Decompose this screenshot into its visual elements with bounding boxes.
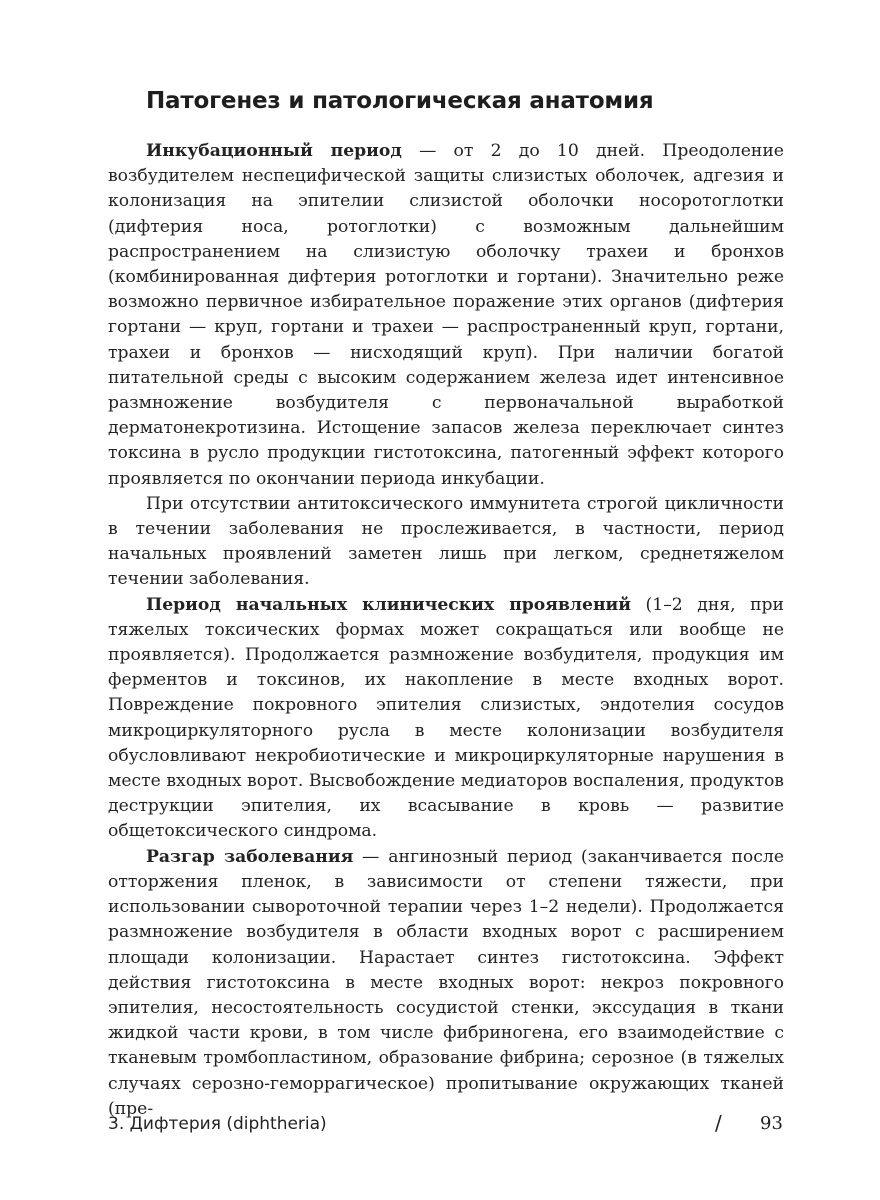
- footer-chapter-title: 3. Дифтерия (diphtheria): [108, 1114, 327, 1134]
- paragraph-text: (1–2 дня, при тяжелых токсических формах может сокращаться или вообще не проявляется). Продолжается размножение возбудителя, продукция им ферментов и токсинов, их накопление в месте входных ворот. Повреждение покровного эпителия слизистых, эндотелия сосудов микроциркуляторного русла в месте колонизации возбудителя обусловливают некробиотические и микроциркуляторные нарушения в месте входных ворот. Высвобождение медиаторов воспаления, продуктов деструкции эпителия, их всасывание в кровь — развитие общетоксического синдрома.: [108, 594, 784, 842]
- paragraph-peak: [108, 845, 784, 1122]
- paragraph-text: — от 2 до 10 дней. Преодоление возбудителем неспецифической защиты слизистых оболочек, адгезия и колонизация на эпителии слизистой оболочки носоротоглотки (дифтерия носа, ротоглотки) с возможным дальнейшим распространением на слизистую оболочку трахеи и бронхов (комбинированная дифтерия ротоглотки и гортани). Значительно реже возможно первичное избирательное поражение этих органов (дифтерия гортани — круп, гортани и трахеи — распространенный круп, гортани, трахеи и бронхов — нисходящий круп). При наличии богатой питательной среды с высоким содержанием железа идет интенсивное размножение возбудителя с первоначальной выработкой дерматонекротизина. Истощение запасов железа переключает синтез токсина в русло продукции гистотоксина, патогенный эффект которого проявляется по окончании периода инкубации.: [108, 141, 784, 489]
- paragraph-text: — ангинозный период (заканчивается после отторжения пленок, в зависимости от степени тяжести, при использовании сывороточной терапии через 1–2 недели). Продолжается размножение возбудителя в области входных ворот с расширением площади колонизации. Нарастает синтез гистотоксина. Эффект действия гистотоксина в месте входных ворот: некроз покровного эпителия, несостоятельность сосудистой стенки, экссудация в ткани жидкой части крови, в том числе фибриногена, его взаимодействие с тканевым тромбопластином, образование фибрина; серозное (в тяжелых случаях серозно-геморрагическое) пропитывание окружающих тканей (пре-: [108, 846, 784, 1119]
- footer-separator: /: [715, 1111, 722, 1135]
- paragraph-incubation: [108, 139, 784, 492]
- term-initial-period: Период начальных клинических проявлений: [146, 594, 632, 615]
- term-disease-peak: Разгар заболевания: [146, 846, 354, 867]
- paragraph-text: При отсутствии антитоксического иммунитета строгой цикличности в течении заболевания не прослеживается, в частности, период начальных проявлений заметен лишь при легком, среднетяжелом течении заболевания.: [108, 493, 784, 590]
- paragraph-initial-period: [108, 593, 784, 845]
- body-text: [108, 139, 784, 1122]
- section-heading: Патогенез и патологическая анатомия: [146, 88, 654, 114]
- term-incubation-period: Инкубационный период: [146, 141, 402, 161]
- page-number: 93: [760, 1113, 783, 1134]
- paragraph-immunity: [108, 492, 784, 593]
